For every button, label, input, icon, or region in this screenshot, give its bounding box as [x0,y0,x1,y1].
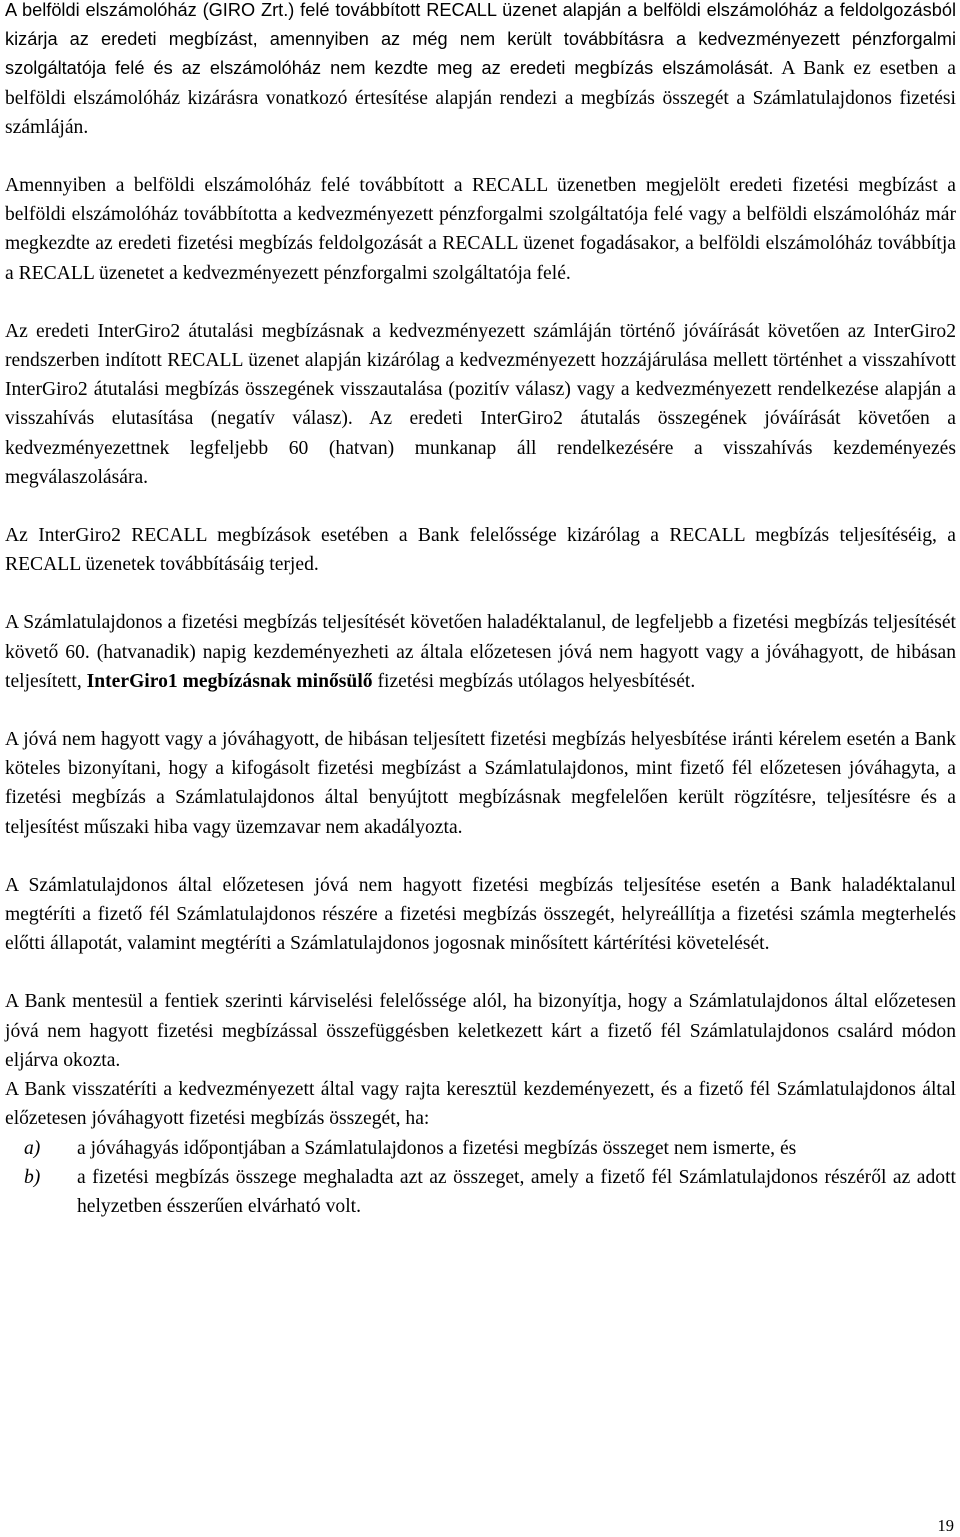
paragraph-recall-forwarding: Amennyiben a belföldi elszámolóház felé továbbított a RECALL üzenetben megjelölt eredeti fizetési megbízást a belföldi elszámolóház továbbította a kedvezményezett pénzforgalmi szolgáltatója felé vagy a belföldi elszámolóház már megkezdte az eredeti fizetési megbízás feldolgozását a RECALL üzenet fogadásakor, a belföldi elszámolóház továbbítja a RECALL üzenetet a kedvezményezett pénzforgalmi szolgáltatója felé. [5,175,956,284]
paragraph-correction-request-bold: InterGiro1 megbízásnak minősülő [86,670,373,692]
paragraph-reimbursement: A Számlatulajdonos által előzetesen jóvá nem hagyott fizetési megbízás teljesítése esetén a Bank haladéktalanul megtéríti a fizető fél Számlatulajdonos részére a fizetési megbízás összegét, helyreállítja a fizetési számla megterhelés előtti állapotát, valamint megtéríti a Számlatulajdonos jogosnak minősített kártérítési követelését. [5,874,956,955]
paragraph-burden-of-proof: A jóvá nem hagyott vagy a jóváhagyott, de hibásan teljesített fizetési megbízás helyesbítése iránti kérelem esetén a Bank köteles bizonyítani, hogy a kifogásolt fizetési megbízást a Számlatulajdonos, mint fizető fél előzetesen jóváhagyta, a fizetési megbízás a Számlatulajdonos által benyújtott megbízásnak megfelelően került rögzítésre, teljesítésre és a teljesítést műszaki hiba vagy üzemzavar nem akadályozta. [5,729,956,838]
document-body [5,0,956,1221]
paragraph-correction-request-after: fizetési megbízás utólagos helyesbítését. [372,670,696,692]
page-number: 19 [937,1516,954,1535]
paragraph-recall-exclusion-rest: A Bank ez esetben a belföldi elszámolóház kizárásra vonatkozó értesítése alapján rendezi a megbízás összegét a Számlatulajdonos fizetési számláján. [5,58,956,138]
paragraph-correction-request-before: A Számlatulajdonos a fizetési megbízás teljesítését követően haladéktalanul, de legfeljebb a fizetési megbízás teljesítését követő 60. (hatvanadik) napig kezdeményezheti az általa előzetesen jóvá nem hagyott vagy a jóváhagyott, de hibásan teljesített, [5,612,956,692]
paragraph-exemption: A Bank mentesül a fentiek szerinti kárviselési felelőssége alól, ha bizonyítja, hogy a Számlatulajdonos által előzetesen jóvá nem hagyott fizetési megbízással összefüggésben keletkezett kárt a fizető fél Számlatulajdonos csalárd módon eljárva okozta. [5,991,956,1071]
list-item [5,1134,956,1163]
list-item [5,1163,956,1221]
list-item-text: a jóváhagyás időpontjában a Számlatulajdonos a fizetési megbízás összeget nem ismerte, és [77,1137,797,1159]
list-item-marker: a) [24,1137,41,1159]
paragraph-bank-liability: Az InterGiro2 RECALL megbízások esetében a Bank felelőssége kizárólag a RECALL megbízás teljesítéséig, a RECALL üzenetek továbbításáig terjed. [5,525,956,576]
list-item-text: a fizetési megbízás összege meghaladta azt az összeget, amely a fizető fél Számlatulajdonos részéről az adott helyzetben ésszerűen elvárható volt. [77,1166,956,1217]
conditions-list [5,1134,956,1222]
paragraph-intergiro2-recall: Az eredeti InterGiro2 átutalási megbízásnak a kedvezményezett számláján történő jóváírását követően az InterGiro2 rendszerben indított RECALL üzenet alapján kizárólag a kedvezményezett hozzájárulása mellett történhet a visszahívott InterGiro2 átutalási megbízás összegének visszautalása (pozitív válasz) vagy a kedvezményezett rendelkezése alapján a visszahívás elutasítása (negatív válasz). Az eredeti InterGiro2 átutalás összegének jóváírását követően a kedvezményezettnek legfeljebb 60 (hatvan) munkanap áll rendelkezésére a visszahívás kezdeményezés megválaszolására. [5,320,956,488]
paragraph-recall-exclusion-lead: A belföldi elszámolóház (GIRO Zrt.) felé továbbított RECALL üzenet alapján a belföldi elszámolóház a feldolgozásból kizárja az eredeti megbízást, amennyiben az még nem került továbbításra a kedvezményezett pénzforgalmi szolgáltatója felé és az elszámolóház nem kezdte meg az eredeti megbízás elszámolását. [5,0,956,79]
paragraph-correction-request [5,608,956,696]
paragraph-recall-exclusion [5,0,956,142]
list-item-marker: b) [24,1166,41,1188]
paragraph-refund-conditions: A Bank visszatéríti a kedvezményezett által vagy rajta keresztül kezdeményezett, és a fizető fél Számlatulajdonos által előzetesen jóváhagyott fizetési megbízás összegét, ha: [5,1079,956,1130]
